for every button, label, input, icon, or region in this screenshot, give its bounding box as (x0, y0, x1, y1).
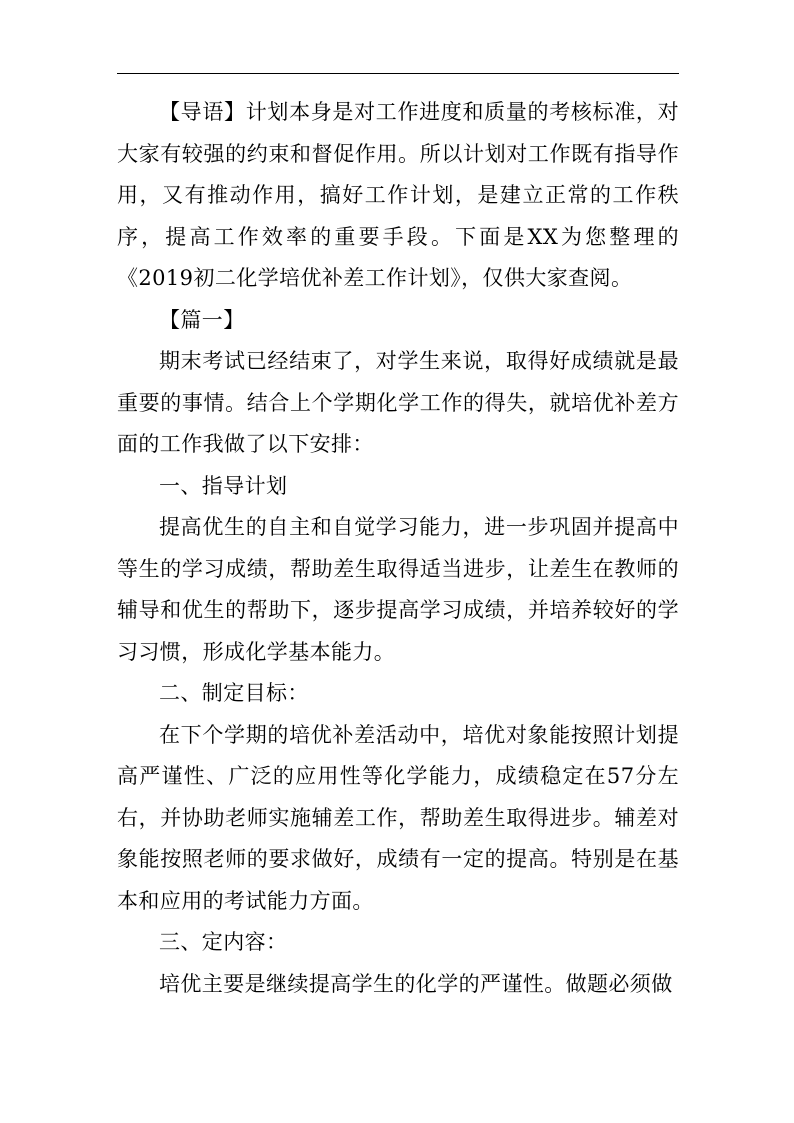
section-heading-set-content: 三、定内容： (159, 930, 288, 954)
section-heading-set-goals: 二、制定目标： (159, 681, 309, 705)
header-rule (117, 73, 679, 74)
section-heading-part-one: 【篇一】 (159, 307, 245, 332)
intro-paragraph: 【导语】计划本身是对工作进度和质量的考核标准，对大家有较强的约束和督促作用。所以计划对工作既有指导作用，又有推动作用，搞好工作计划，是建立正常的工作秩序，提高工作效率的重要手段。下面是XX为您整理的《2019初二化学培优补差工作计划》，仅供大家查阅。 (117, 100, 679, 290)
section-heading-guidance-plan: 一、指导计划 (159, 473, 288, 498)
body-paragraph: 期末考试已经结束了，对学生来说，取得好成绩就是最重要的事情。结合上个学期化学工作的得失，就培优补差方面的工作我做了以下安排： (117, 349, 679, 456)
body-paragraph: 在下个学期的培优补差活动中，培优对象能按照计划提高严谨性、广泛的应用性等化学能力，成绩稳定在57分左右，并协助老师实施辅差工作，帮助差生取得进步。辅差对象能按照老师的要求做好，成绩有一定的提高。特别是在基本和应用的考试能力方面。 (117, 722, 679, 913)
document-body (117, 92, 679, 1005)
body-paragraph: 培优主要是继续提高学生的化学的严谨性。做题必须做 (159, 971, 673, 996)
body-paragraph: 提高优生的自主和自觉学习能力，进一步巩固并提高中等生的学习成绩，帮助差生取得适当进步，让差生在教师的辅导和优生的帮助下，逐步提高学习成绩，并培养较好的学习习惯，形成化学基本能力。 (117, 515, 679, 664)
